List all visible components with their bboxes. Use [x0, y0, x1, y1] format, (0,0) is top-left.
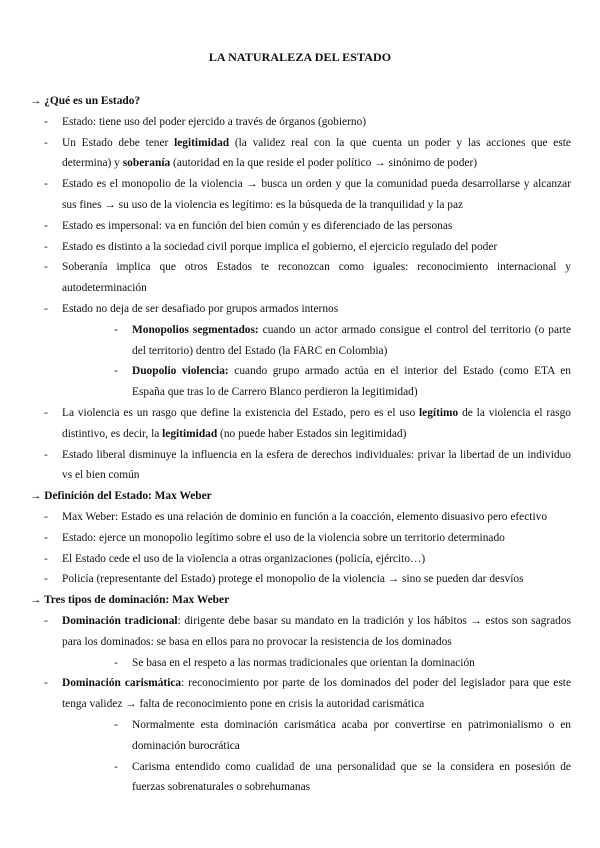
dash-bullet: - — [44, 552, 48, 565]
emphasis-term: legitimidad — [174, 136, 230, 149]
dash-bullet: - — [114, 656, 118, 669]
list-item: - Estado: ejerce un monopolio legítimo sobre el uso de la violencia sobre un territorio determinado — [30, 528, 571, 549]
sub-bullet-list — [62, 320, 571, 403]
section-tipos-dominacion — [30, 590, 571, 798]
dash-bullet: - — [44, 240, 48, 253]
emphasis-term: Dominación tradicional — [62, 614, 178, 627]
sub-list-item: - Normalmente esta dominación carismática acaba por convertirse en patrimonialismo o en dominación burocrática — [94, 715, 571, 757]
dash-bullet: - — [114, 365, 118, 378]
list-item: - Dominación tradicional: dirigente debe basar su mandato en la tradición y los hábitos → estos son sagrados para los dominados: se basa en ellos para no provocar la resistencia de los dominados - Se basa en el respeto a las normas tradicionales que orientan la dominación — [30, 611, 571, 673]
bullet-list — [30, 112, 571, 486]
sub-list-item: - Duopolio violencia: cuando grupo armado actúa en el interior del Estado (como ETA en España que tras lo de Carrero Blanco perdieron la legitimidad) — [94, 361, 571, 403]
section-heading: → ¿Qué es un Estado? — [30, 95, 141, 107]
list-item: - Estado no deja de ser desafiado por grupos armados internos - Monopolios segmentados: cuando un actor armado consigue el control del territorio (o parte del territorio) dentro del Estado (la FARC en Colombia) - Duopolio violencia: cuando grupo armado actúa en el interior del Estado (como ETA en España que tras lo de Carrero Blanco perdieron la legitimidad) — [30, 299, 571, 403]
list-item: - Un Estado debe tener legitimidad (la validez real con la que cuenta un poder y las acciones que este determina) y soberanía (autoridad en la que reside el poder político → sinónimo de poder) — [30, 133, 571, 175]
emphasis-term: Monopolios segmentados: — [132, 323, 259, 336]
section-heading: → Definición del Estado: Max Weber — [30, 490, 212, 503]
dash-bullet: - — [44, 261, 48, 274]
list-item: - Dominación carismática: reconocimiento por parte de los dominados del poder del legislador para que este tenga validez → falta de reconocimiento pone en crisis la autoridad carismática - Normalmente esta dominación carismática acaba por convertirse en patrimonialismo o en dominación burocrática - Carisma entendido como cualidad de una personalidad que se la considera en posesión de fuerzas sobrenaturales o sobrehumanas — [30, 673, 571, 798]
list-item: - La violencia es un rasgo que define la existencia del Estado, pero es el uso legítimo de la violencia el rasgo distintivo, es decir, la legitimidad (no puede haber Estados sin legitimidad) — [30, 403, 571, 445]
dash-bullet: - — [44, 406, 48, 419]
dash-bullet: - — [44, 136, 48, 149]
dash-bullet: - — [114, 718, 118, 731]
list-item: - Estado: tiene uso del poder ejercido a través de órganos (gobierno) — [30, 112, 571, 133]
dash-bullet: - — [44, 302, 48, 315]
dash-bullet: - — [44, 178, 48, 191]
bullet-list — [30, 611, 571, 798]
emphasis-term: legitimidad — [162, 427, 218, 440]
list-item: - Max Weber: Estado es una relación de dominio en función a la coacción, elemento disuasivo pero efectivo — [30, 507, 571, 528]
dash-bullet: - — [44, 510, 48, 523]
list-item: - Policía (representante del Estado) protege el monopolio de la violencia → sino se pueden dar desvíos — [30, 569, 571, 590]
list-item: - Soberanía implica que otros Estados te reconozcan como iguales: reconocimiento internacional y autodeterminación — [30, 257, 571, 299]
dash-bullet: - — [44, 573, 48, 586]
dash-bullet: - — [44, 448, 48, 461]
list-item: - Estado es impersonal: va en función del bien común y es diferenciado de las personas — [30, 216, 571, 237]
sub-bullet-list — [62, 715, 571, 798]
sub-bullet-list — [62, 653, 571, 674]
document-body — [30, 91, 571, 798]
emphasis-term: Dominación carismática — [62, 677, 182, 690]
sub-list-item: - Se basa en el respeto a las normas tradicionales que orientan la dominación — [94, 653, 571, 674]
dash-bullet: - — [44, 677, 48, 690]
dash-bullet: - — [44, 614, 48, 627]
dash-bullet: - — [44, 219, 48, 232]
dash-bullet: - — [44, 115, 48, 128]
dash-bullet: - — [114, 323, 118, 336]
emphasis-term: legítimo — [419, 406, 459, 419]
emphasis-term: Duopolio violencia: — [132, 365, 229, 378]
section-que-es-un-estado — [30, 91, 571, 486]
dash-bullet: - — [44, 531, 48, 544]
section-definicion-weber — [30, 486, 571, 590]
bullet-list — [30, 507, 571, 590]
emphasis-term: soberanía — [122, 157, 171, 170]
section-heading: → Tres tipos de dominación: Max Weber — [30, 594, 230, 607]
list-item: - El Estado cede el uso de la violencia a otras organizaciones (policía, ejército…) — [30, 549, 571, 570]
list-item: - Estado es el monopolio de la violencia → busca un orden y que la comunidad pueda desarrollarse y alcanzar sus fines → su uso de la violencia es legítimo: es la búsqueda de la tranquilidad y la paz — [30, 174, 571, 216]
list-item: - Estado es distinto a la sociedad civil porque implica el gobierno, el ejercicio regulado del poder — [30, 237, 571, 258]
sub-list-item: - Monopolios segmentados: cuando un actor armado consigue el control del territorio (o parte del territorio) dentro del Estado (la FARC en Colombia) — [94, 320, 571, 362]
list-item: - Estado liberal disminuye la influencia en la esfera de derechos individuales: privar la libertad de un individuo vs el bien común — [30, 445, 571, 487]
document-title: LA NATURALEZA DEL ESTADO — [208, 50, 392, 64]
dash-bullet: - — [114, 760, 118, 773]
sub-list-item: - Carisma entendido como cualidad de una personalidad que se la considera en posesión de fuerzas sobrenaturales o sobrehumanas — [94, 757, 571, 799]
